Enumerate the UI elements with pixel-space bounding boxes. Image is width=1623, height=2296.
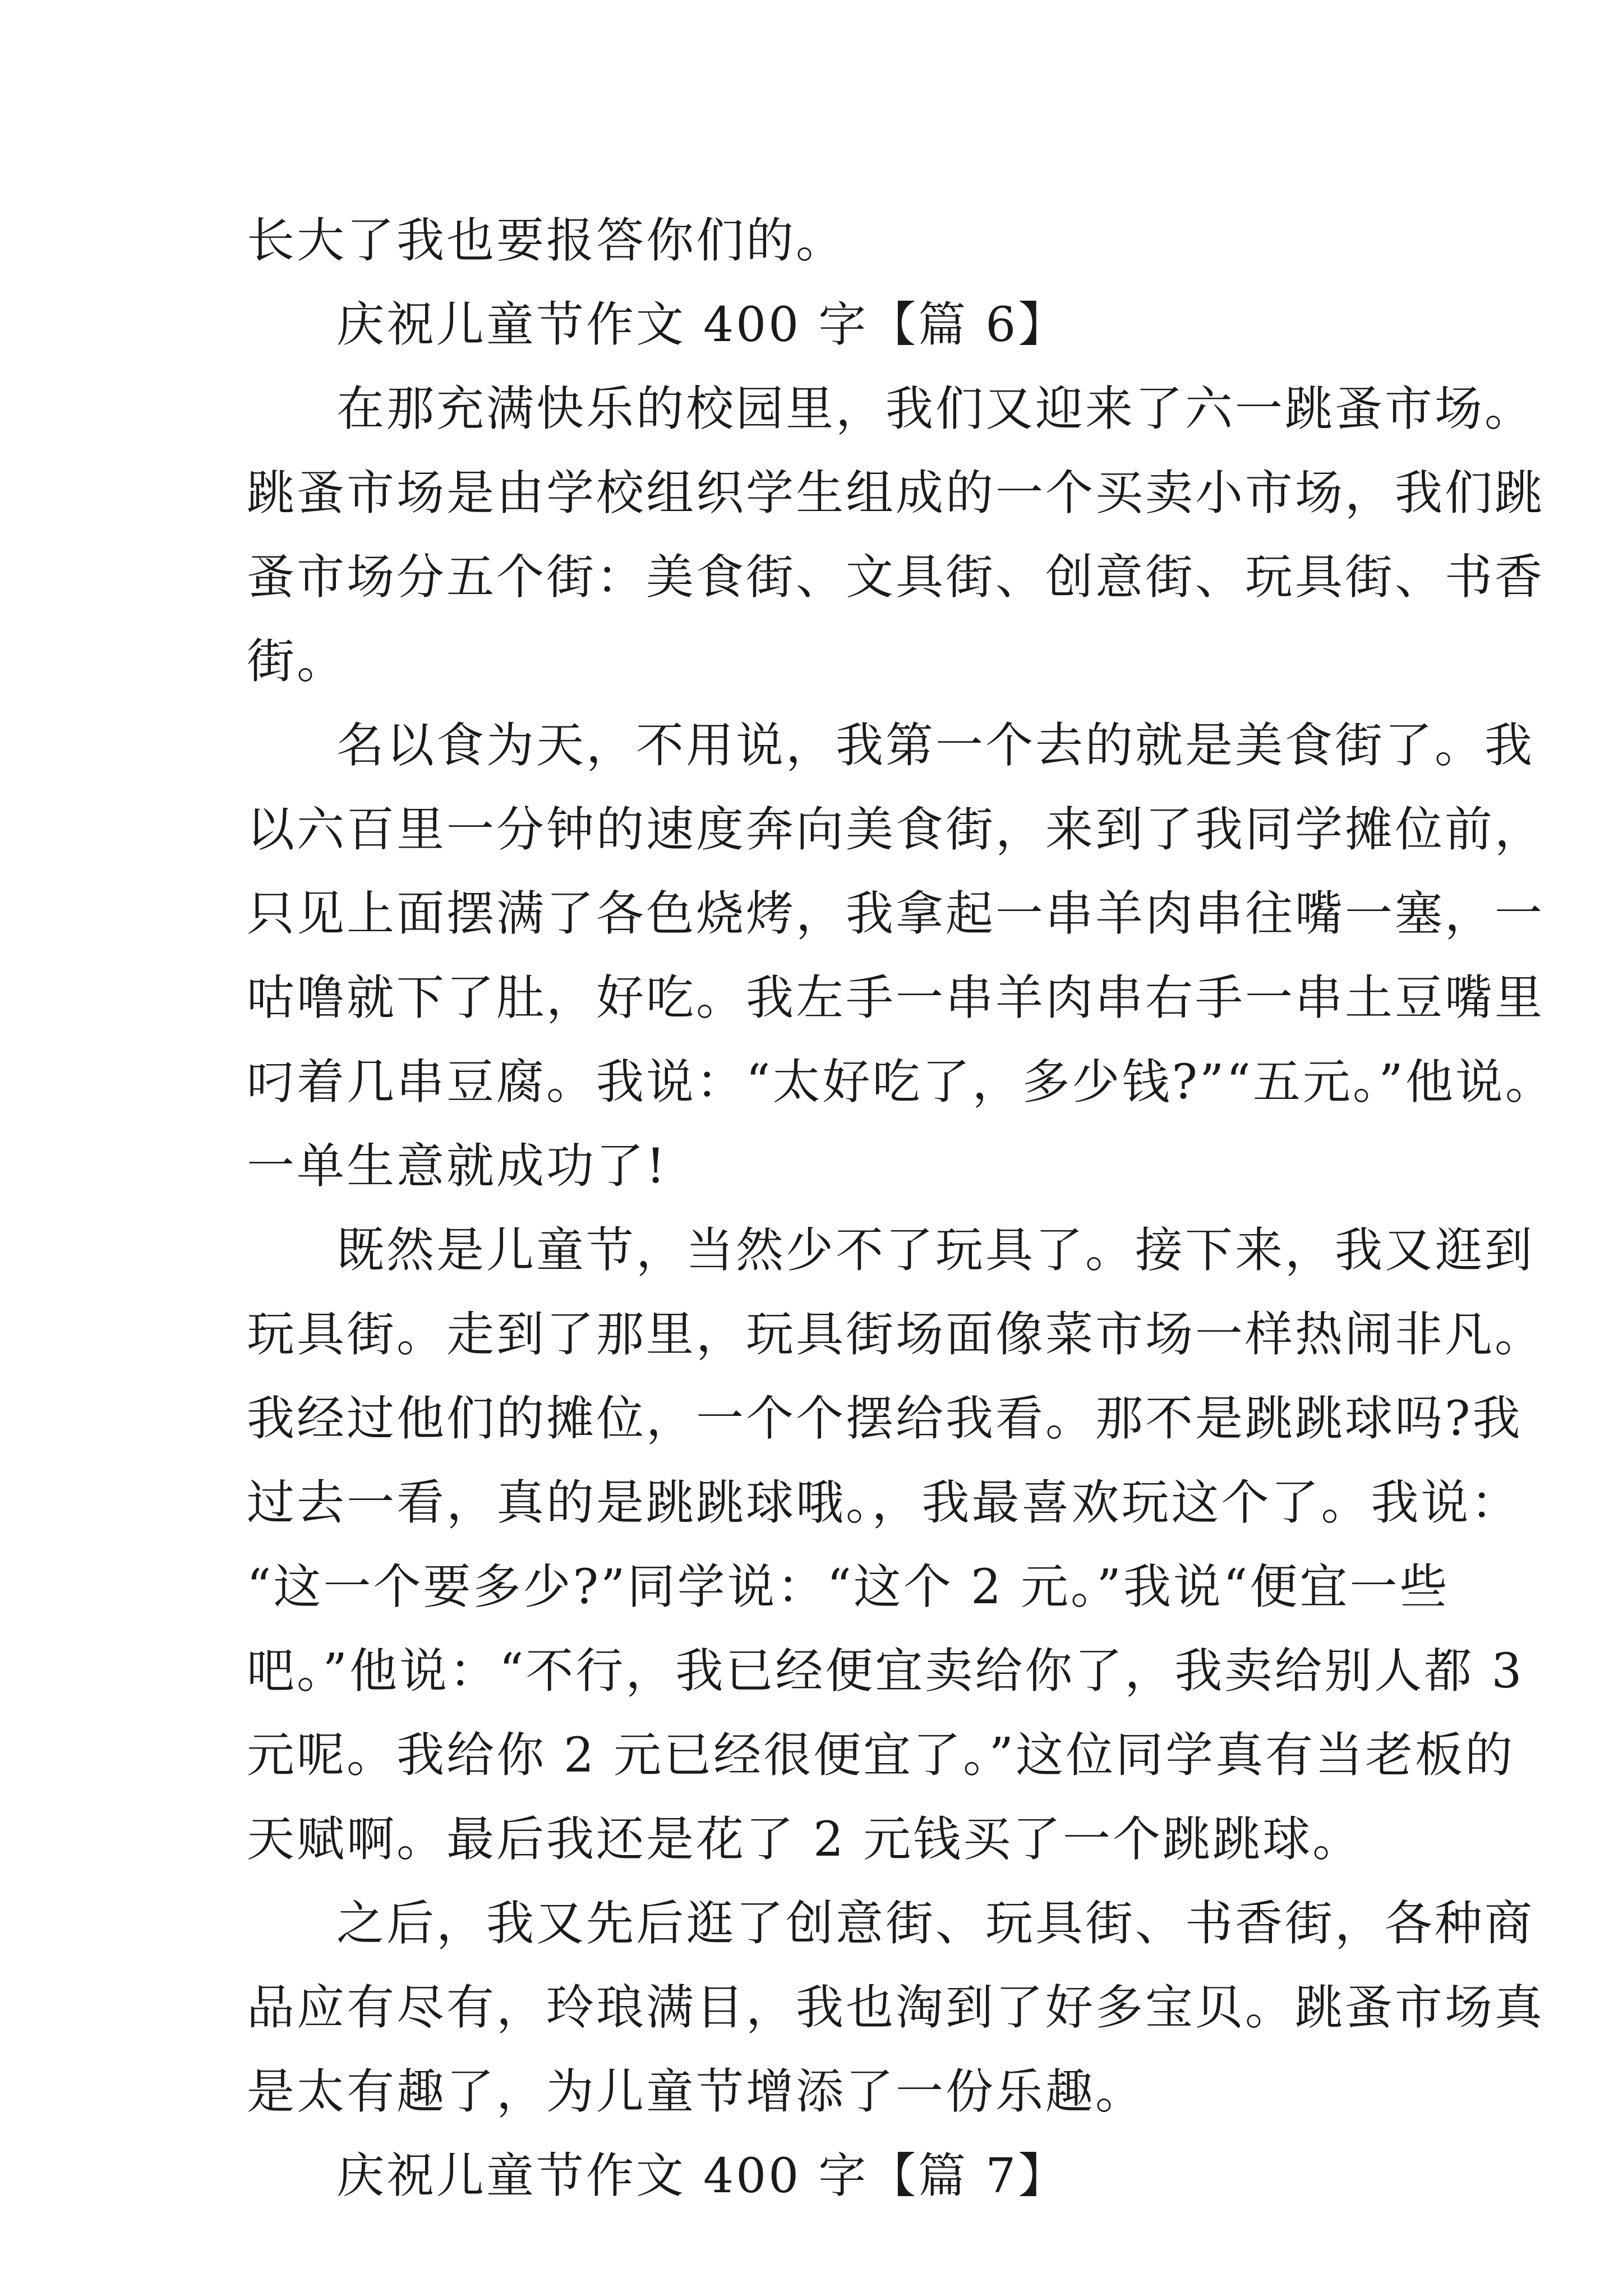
paragraph-line: 玩具街。走到了那里，玩具街场面像菜市场一样热闹非凡。 [247, 1307, 1545, 1363]
paragraph-line: “这一个要多少?”同学说：“这个 2 元。”我说“便宜一些 [247, 1559, 1450, 1615]
paragraph-line: 之后，我又先后逛了创意街、玩具街、书香街，各种商 [336, 1896, 1535, 1952]
paragraph-line: 过去一看，真的是跳跳球哦。，我最喜欢玩这个了。我说： [247, 1475, 1521, 1531]
paragraph-line: 跳蚤市场是由学校组织学生组成的一个买卖小市场，我们跳 [247, 466, 1545, 521]
paragraph-line: 只见上面摆满了各色烧烤，我拿起一串羊肉串往嘴一塞，一 [247, 886, 1545, 942]
text-line: 长大了我也要报答你们的。 [247, 213, 846, 269]
paragraph-line: 既然是儿童节，当然少不了玩具了。接下来，我又逛到 [336, 1223, 1535, 1278]
paragraph-line: 街。 [247, 634, 347, 689]
paragraph-line: 一单生意就成功了! [247, 1139, 668, 1194]
paragraph-line: 元呢。我给你 2 元已经很便宜了。”这位同学真有当老板的 [247, 1728, 1515, 1783]
paragraph-line: 以六百里一分钟的速度奔向美食街，来到了我同学摊位前， [247, 802, 1545, 858]
section-heading: 庆祝儿童节作文 400 字【篇 6】 [336, 297, 1068, 353]
paragraph-line: 是太有趣了，为儿童节增添了一份乐趣。 [247, 2064, 1146, 2120]
section-heading: 庆祝儿童节作文 400 字【篇 7】 [336, 2148, 1068, 2204]
document-page [247, 199, 1555, 2219]
paragraph-line: 名以食为天，不用说，我第一个去的就是美食街了。我 [336, 718, 1535, 774]
paragraph-line: 品应有尽有，玲琅满目，我也淘到了好多宝贝。跳蚤市场真 [247, 1980, 1545, 2036]
paragraph-line: 我经过他们的摊位，一个个摆给我看。那不是跳跳球吗?我 [247, 1391, 1523, 1447]
paragraph-line: 咕噜就下了肚，好吃。我左手一串羊肉串右手一串土豆嘴里 [247, 970, 1545, 1026]
paragraph-line: 在那充满快乐的校园里，我们又迎来了六一跳蚤市场。 [336, 381, 1535, 437]
paragraph-line: 蚤市场分五个街：美食街、文具街、创意街、玩具街、书香 [247, 550, 1545, 605]
paragraph-line: 吧。”他说：“不行，我已经便宜卖给你了，我卖给别人都 3 [247, 1644, 1524, 1699]
paragraph-line: 叼着几串豆腐。我说：“太好吃了，多少钱?”“五元。”他说。 [247, 1055, 1555, 1110]
paragraph-line: 天赋啊。最后我还是花了 2 元钱买了一个跳跳球。 [247, 1812, 1363, 1867]
